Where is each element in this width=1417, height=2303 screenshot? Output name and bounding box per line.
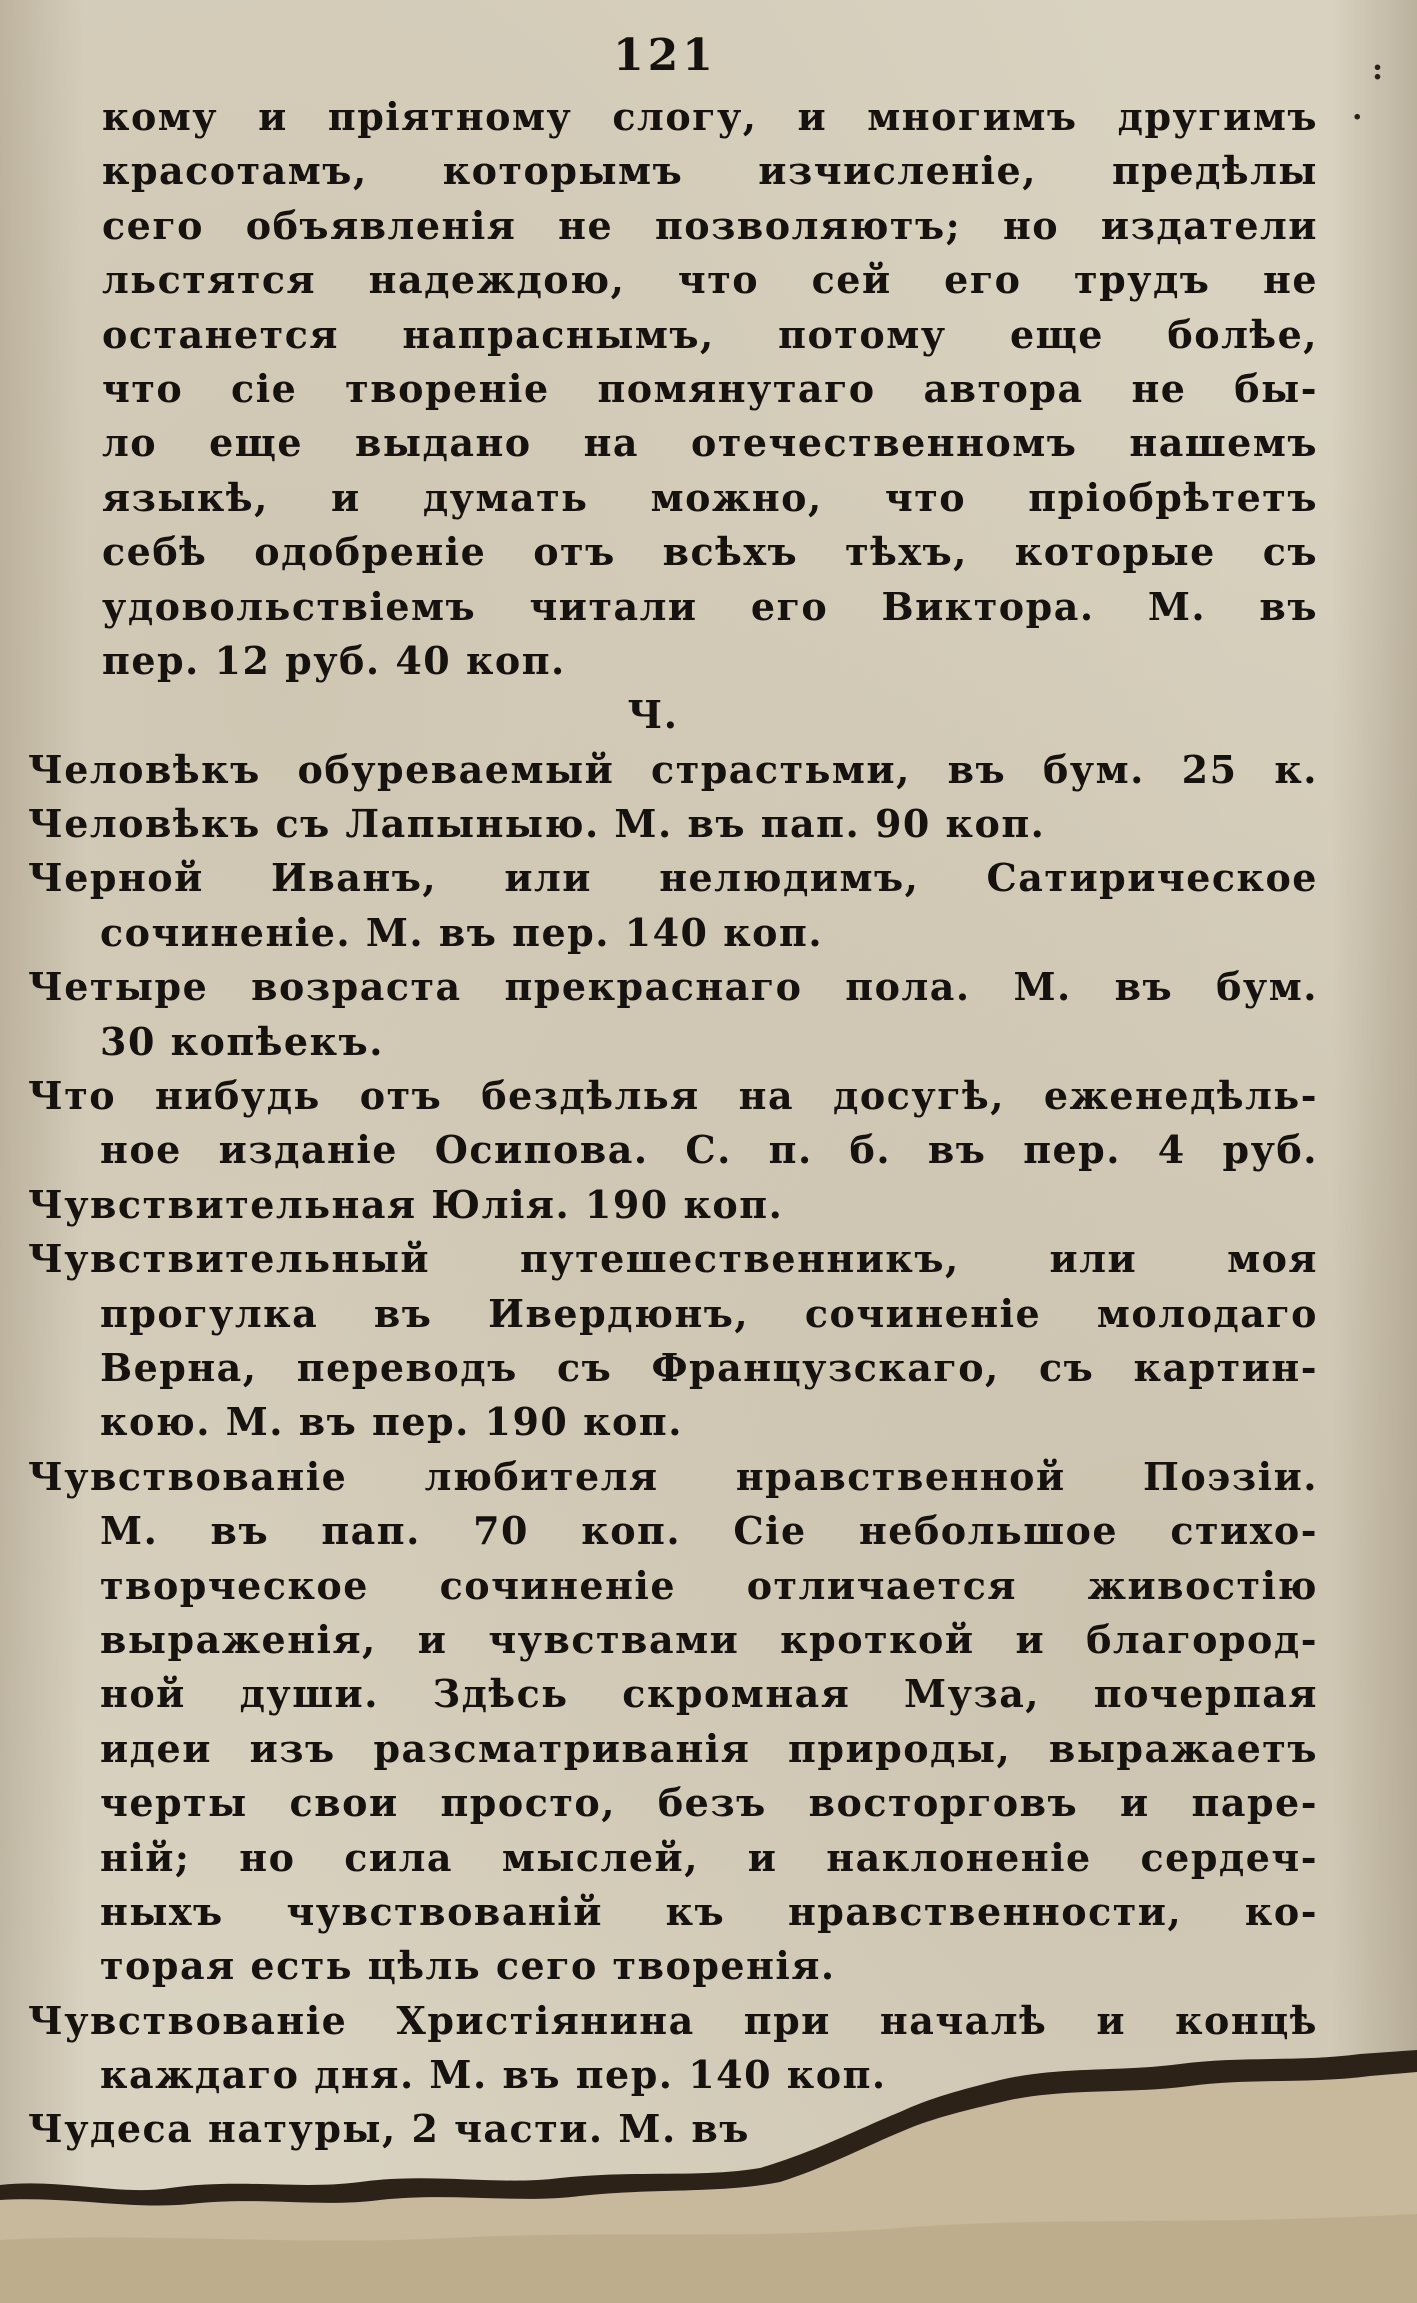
margin-mark: : (1372, 52, 1384, 87)
catalog-entry: Черной Иванъ, или нелюдимъ, Сатирическое (28, 855, 1318, 901)
text-line: удовольствіемъ читали его Виктора. М. въ (102, 583, 1318, 629)
text-line: каждаго дня. М. въ пер. 140 коп. (100, 2052, 887, 2098)
text-line: Верна, переводъ съ Французскаго, съ картин- (100, 1344, 1318, 1390)
catalog-entry: Человѣкъ обуреваемый страстьми, въ бум. 25 к. (28, 746, 1318, 792)
text-line: кому и пріятному слогу, и многимъ другимъ (102, 94, 1318, 139)
text-line: что сіе твореніе помянутаго автора не бы- (102, 365, 1318, 411)
catalog-entry: Чудеса натуры, 2 части. М. въ (28, 2106, 750, 2152)
text-line: сочиненіе. М. въ пер. 140 коп. (100, 909, 824, 955)
margin-mark: . (1352, 92, 1363, 127)
catalog-entry: Чувствительный путешественникъ, или моя (28, 1236, 1318, 1282)
text-line: идеи изъ разсматриванія природы, выражаетъ (100, 1725, 1318, 1771)
section-letter: Ч. (627, 692, 679, 738)
text-line: кою. М. въ пер. 190 коп. (100, 1399, 683, 1445)
text-line: красотамъ, которымъ изчисленіе, предѣлы (102, 148, 1318, 194)
catalog-entry: Четыре возраста прекраснаго пола. М. въ бум. (28, 964, 1318, 1010)
text-line: 30 копѣекъ. (100, 1018, 384, 1064)
text-line: творческое сочиненіе отличается живостію (100, 1562, 1318, 1608)
text-line: ло еще выдано на отечественномъ нашемъ (102, 420, 1318, 466)
catalog-entry: Чувствованіе любителя нравственной Поэзіи. (28, 1453, 1318, 1499)
text-line: останется напраснымъ, потому еще болѣе, (102, 311, 1318, 357)
catalog-entry: Человѣкъ съ Лапыныю. М. въ пап. 90 коп. (28, 801, 1046, 847)
text-line: прогулка въ Ивердюнъ, сочиненіе молодаго (100, 1290, 1318, 1336)
text-line: черты свои просто, безъ восторговъ и паре- (100, 1780, 1318, 1826)
catalog-entry: Чувствованіе Христіянина при началѣ и концѣ (28, 1997, 1318, 2043)
catalog-entry: Что нибудь отъ бездѣлья на досугѣ, еженедѣль- (28, 1073, 1318, 1119)
text-line: ній; но сила мыслей, и наклоненіе сердеч- (100, 1834, 1318, 1880)
catalog-entry: Чувствительная Юлія. 190 коп. (28, 1181, 784, 1227)
text-line: ныхъ чувствованій къ нравственности, ко- (100, 1888, 1318, 1934)
text-line: себѣ одобреніе отъ всѣхъ тѣхъ, которые съ (102, 529, 1318, 575)
text-line: льстятся надеждою, что сей его трудъ не (102, 257, 1318, 303)
text-line: торая есть цѣль сего творенія. (100, 1943, 836, 1989)
text-line: пер. 12 руб. 40 коп. (102, 637, 566, 683)
text-line: ной души. Здѣсь скромная Муза, почерпая (100, 1671, 1318, 1717)
text-line: сего объявленія не позволяютъ; но издатели (102, 202, 1318, 248)
page-number: 121 (613, 30, 717, 81)
text-line: выраженія, и чувствами кроткой и благород- (100, 1616, 1318, 1662)
text-line: языкѣ, и думать можно, что пріобрѣтетъ (102, 474, 1318, 520)
text-line: ное изданіе Осипова. С. п. б. въ пер. 4 руб. (100, 1127, 1318, 1173)
text-line: М. въ пап. 70 коп. Сіе небольшое стихо- (100, 1508, 1318, 1554)
